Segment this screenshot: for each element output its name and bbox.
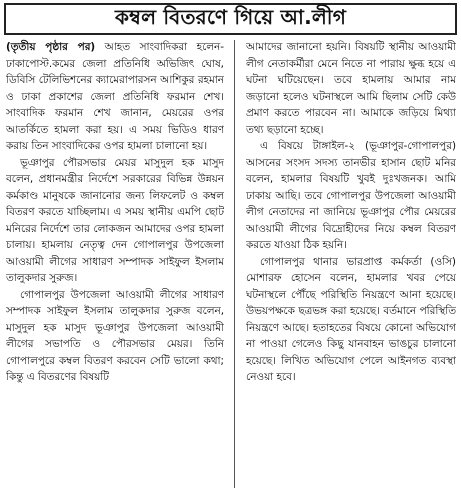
headline: কম্বল বিতরণে গিয়ে আ.লীগ	[114, 4, 347, 29]
left-paragraph-1-text: আহত সাংবাদিকরা হলেন- ঢাকাপোস্ট.কমের জেলা প্রতিনিধি অভিজিৎ ঘোষ, ডিবিসি টেলিভিশনের ক্যামেরাপারসন আশিকুর রহমান ও ঢাকা প্রকাশের জেলা প্রতিনিধি ফরমান শেখ। সাংবাদিক ফরমান শেখ জানান, মেয়রের ওপর আতর্কিতে হামলা করা হয়। এ সময় ভিডিও ধারণ করায় তিন সাংবাদিকের ওপর হামলা চালানো হয়।	[6, 41, 224, 152]
right-paragraph-3: গোপালপুর থানার ভারপ্রাপ্ত কর্মকর্তা (ওসি) মোশারফ হোসেন বলেন, হামলার খবর পেয়ে ঘটনাস্থলে পৌঁছে পরিস্থিতি নিয়ন্ত্রণে আনা হয়েছে। উভয়পক্ষকে ছত্রভঙ্গ করা হয়েছে। বর্তমানে পরিস্থিতি নিয়ন্ত্রণে আছে। হতাহতের বিষয়ে কোনো অভিযোগ না পাওয়া গেলেও কিছু যানবাহন ভাঙচুর চালানো হয়েছে। লিখিত অভিযোগ পেলে আইনগত ব্যবস্থা নেওয়া হবে।	[246, 255, 456, 383]
right-column	[246, 39, 456, 491]
headline-box	[4, 3, 457, 35]
left-paragraph-1	[6, 39, 224, 155]
column-divider	[234, 40, 235, 488]
left-column	[6, 39, 224, 491]
right-paragraph-2: এ বিষয়ে টাঙ্গাইল-২ (ভূঞাপুর-গোপালপুর) আসনের সংসদ সদস্য তানভীর হাসান ছোট মনির বলেন, হামলার বিষয়টি খুবই দুঃখজনক। আমি ঢাকায় আছি। তবে গোপালপুর উপজেলা আওয়ামী লীগ নেতাদের না জানিয়ে ভূঞাপুর পৌর মেয়রের আওয়ামী লীগের বিদ্রোহীদের নিয়ে কম্বল বিতরণ করতে যাওয়া ঠিক হয়নি।	[246, 140, 456, 251]
continuation-kicker: (তৃতীয় পৃষ্ঠার পর)	[6, 41, 96, 53]
left-paragraph-2: ভূঞাপুর পৌরসভার মেয়র মাসুদুল হক মাসুদ বলেন, প্রধানমন্ত্রীর নির্দেশে সরকারের বিভিন্ন উন্নয়ন কর্মকাণ্ড মানুষকে জানানোর জন্য লিফলেট ও কম্বল বিতরণ করতে যাচ্ছিলাম। এ সময় স্থানীয় এমপি ছোট মনিরের নির্দেশে তার লোকজন আমাদের ওপর হামলা চালায়। হামলায় নেতৃত্ব দেন গোপালপুর উপজেলা আওয়ামী লীগের সাধারণ সম্পাদক সাইফুল ইসলাম তালুকদার সুরুজ।	[6, 156, 224, 284]
left-paragraph-3: গোপালপুর উপজেলা আওয়ামী লীগের সাধারণ সম্পাদক সাইফুল ইসলাম তালুকদার সুরুজ বলেন, মাসুদুল হক মাসুদ ভূঞাপুর উপজেলা আওয়ামী লীগের সভাপতি ও পৌরসভার মেয়র। তিনি গোপালপুরে কম্বল বিতরণ করবেন সেটি ভালো কথা; কিন্তু এ বিতরণের বিষয়টি	[6, 288, 224, 383]
right-paragraph-1: আমাদের জানানো হয়নি। বিষয়টি স্থানীয় আওয়ামী লীগ নেতাকর্মীরা মেনে নিতে না পারায় ক্ষুব্ধ হয়ে এ ঘটনা ঘটিয়েছেন। তবে হামলায় আমার নাম জড়ানো হলেও ঘটনাস্থলে আমি ছিলাম সেটি কেউ প্রমাণ করতে পারবেন না। আমাকে জড়িয়ে মিথ্যা তথ্য ছড়ানো হচ্ছে।	[246, 41, 456, 136]
